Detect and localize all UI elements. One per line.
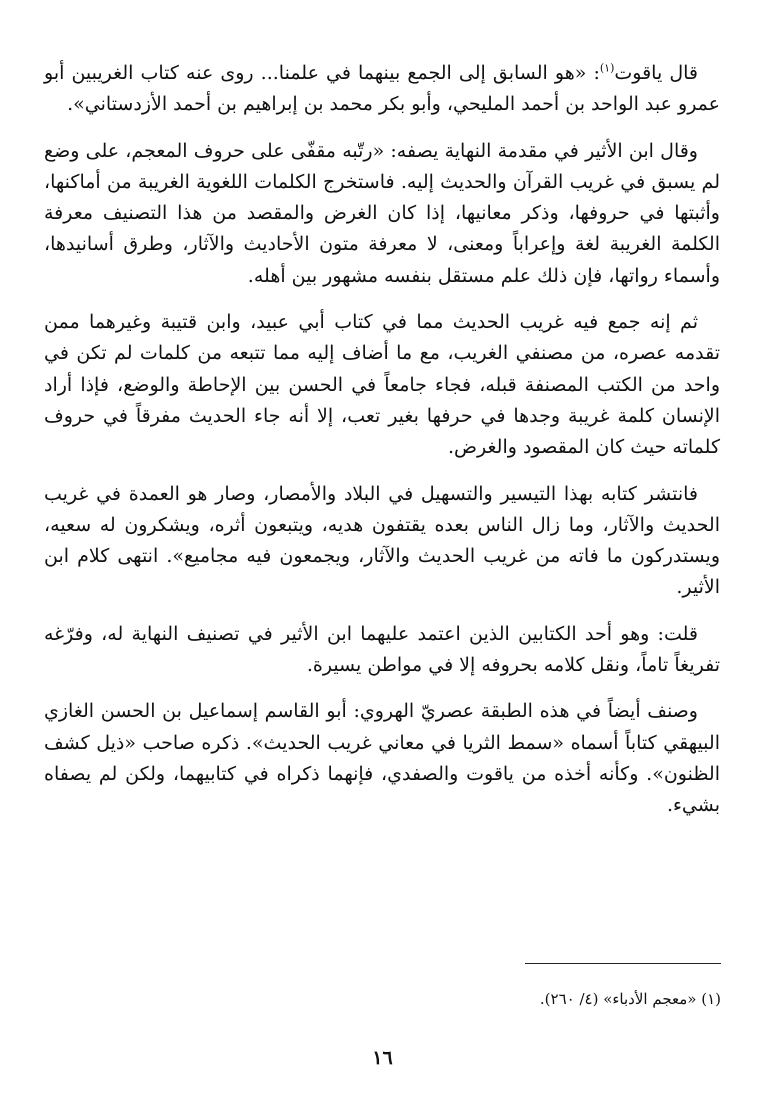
footnote: (١) «معجم الأدباء» (٤/ ٢٦٠). (539, 990, 721, 1008)
footnote-reference: (١) (599, 61, 615, 75)
paragraph-6: وصنف أيضاً في هذه الطبقة عصريّ الهروي: أبو القاسم إسماعيل بن الحسن الغازي البيهقي كتاباً أسماه «سمط الثريا في معاني غريب الحديث». ذكره صاحب «ذيل كشف الظنون». وكأنه أخذه من ياقوت والصفدي، فإنهما ذكراه في كتابيهما، ولكن لم يصفاه بشيء. (44, 700, 720, 817)
paragraph-1-lead: قال ياقوت (614, 62, 698, 84)
paragraph-3: ثم إنه جمع فيه غريب الحديث مما في كتاب أبي عبيد، وابن قتيبة وغيرهما ممن تقدمه عصره، من مصنفي الغريب، مع ما أضاف إليه مما تتبعه من كلمات لم تكن في واحد من الكتب المصنفة قبله، فجاء جامعاً في الحسن بين الإحاطة والوضع، فإذا أراد الإنسان كلمة غريبة وجدها في حرفها بغير تعب، إلا أنه جاء الحديث مفرقاً في حروف كلماته حيث كان المقصود والغرض. (44, 311, 720, 459)
paragraph-1 (44, 58, 720, 121)
footnote-separator (525, 963, 721, 964)
page-number: ١٦ (372, 1047, 393, 1069)
paragraph-2: وقال ابن الأثير في مقدمة النهاية يصفه: «رتّبه مقفّى على حروف المعجم، على وضع لم يسبق في غريب القرآن والحديث إليه. فاستخرج الكلمات اللغوية الغريبة من أماكنها، وأثبتها في حروفها، وذكر معانيها، إذا كان الغرض والمقصد من هذا التصنيف معرفة الكلمة الغريبة لغة وإعراباً ومعنى، لا معرفة متون الأحاديث والآثار، وطرق أسانيدها، وأسماء رواتها، فإن ذلك علم مستقل بنفسه مشهور بين أهله. (44, 139, 720, 287)
main-text (44, 58, 720, 837)
paragraph-5: قلت: وهو أحد الكتابين الذين اعتمد عليهما ابن الأثير في تصنيف النهاية له، وفرّغه تفريغاً تاماً، ونقل كلامه بحروفه إلا في مواطن يسيرة. (44, 622, 720, 677)
paragraph-4: فانتشر كتابه بهذا التيسير والتسهيل في البلاد والأمصار، وصار هو العمدة في غريب الحديث والآثار، وما زال الناس بعده يقتفون هديه، ويتبعون أثره، ويشكرون له سعيه، ويستدركون ما فاته من غريب الحديث والآثار، ويجمعون فيه مجاميع». انتهى كلام ابن الأثير. (44, 482, 720, 599)
paragraph-1-body: : «هو السابق إلى الجمع بينهما في علمنا... روى عنه كتاب الغريبين أبو عمرو عبد الواحد بن أحمد المليحي، وأبو بكر محمد بن إبراهيم بن أحمد الأزدستاني». (44, 62, 720, 116)
